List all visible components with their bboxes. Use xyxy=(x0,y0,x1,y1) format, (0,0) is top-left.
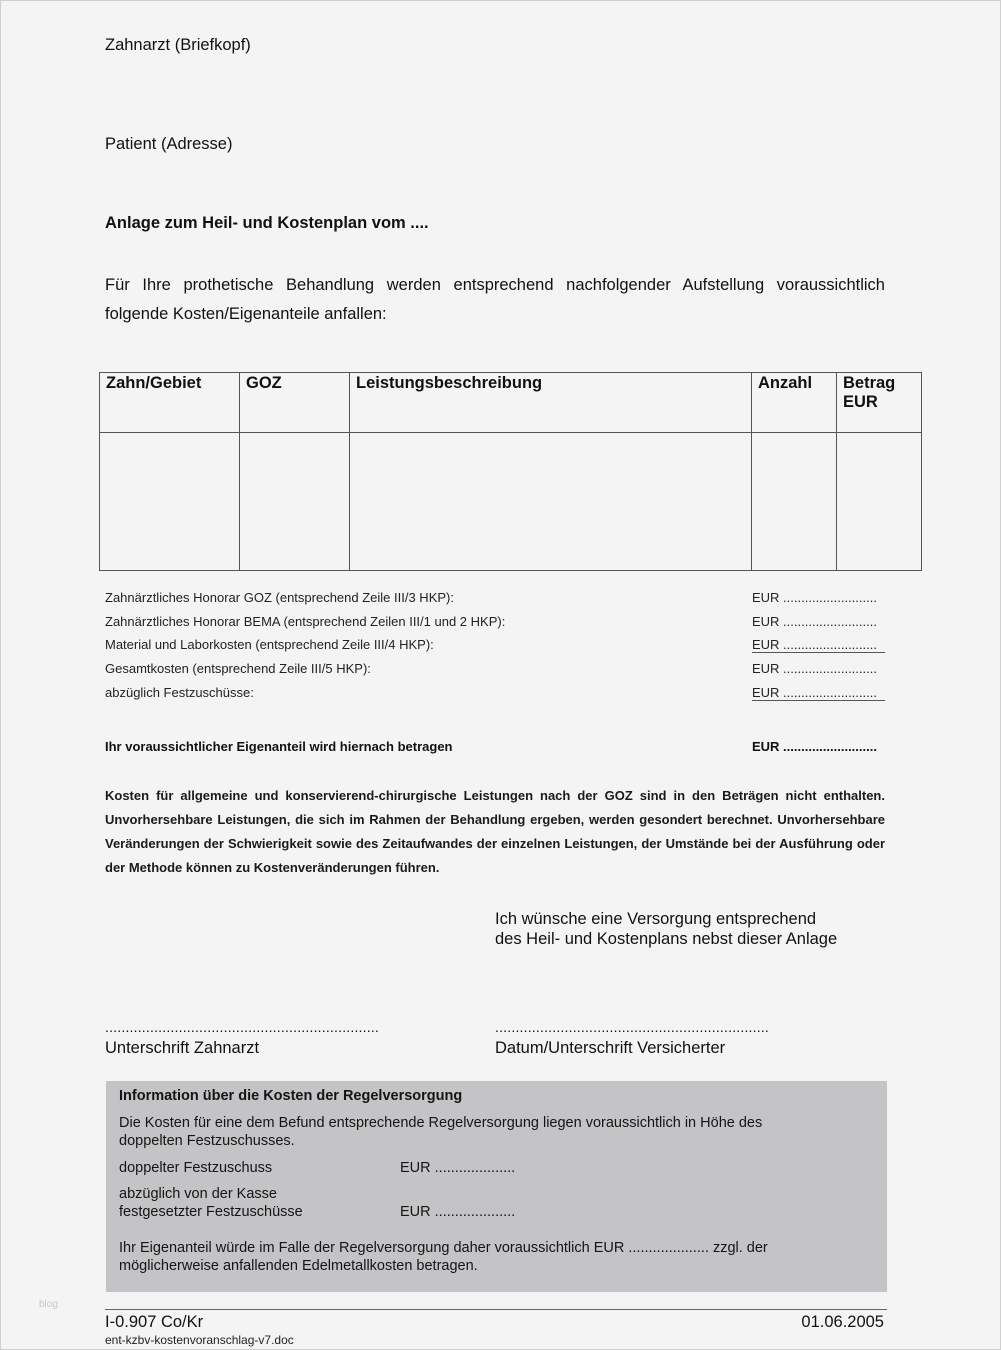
patient-address-label: Patient (Adresse) xyxy=(105,135,233,153)
dentist-letterhead-label: Zahnarzt (Briefkopf) xyxy=(105,36,251,54)
cost-value-field[interactable]: EUR .......................... xyxy=(752,590,877,605)
info-own-share-line-2: möglicherweise anfallenden Edelmetallkosten betragen. xyxy=(119,1258,478,1274)
col-header-quantity: Anzahl xyxy=(752,373,837,433)
col-header-amount-text: Betrag EUR xyxy=(843,374,896,411)
cost-value-field[interactable]: EUR .......................... xyxy=(752,661,877,676)
cell-amount[interactable] xyxy=(837,433,922,571)
cost-row-material-lab xyxy=(105,637,885,657)
own-share-label: Ihr voraussichtlicher Eigenanteil wird hiernach betragen xyxy=(105,739,453,754)
intro-paragraph: Für Ihre prothetische Behandlung werden entsprechend nachfolgender Aufstellung voraussichtlich folgende Kosten/Eigenanteile anfallen: xyxy=(105,276,885,323)
cost-label: Zahnärztliches Honorar GOZ (entsprechend Zeile III/3 HKP): xyxy=(105,590,454,605)
consent-line-2: des Heil- und Kostenplans nebst dieser Anlage xyxy=(495,930,838,948)
cost-value-field[interactable]: EUR .......................... xyxy=(752,614,877,629)
cell-description[interactable] xyxy=(350,433,752,571)
info-own-share-line-1: Ihr Eigenanteil würde im Falle der Regelversorgung daher voraussichtlich EUR .................... zzgl. der xyxy=(119,1240,768,1256)
services-table xyxy=(99,372,922,571)
cell-goz[interactable] xyxy=(240,433,350,571)
disclaimer-paragraph: Kosten für allgemeine und konservierend-chirurgische Leistungen nach der GOZ sind in den Beträgen nicht enthalten. Unvorhersehbare Leistungen, die sich im Rahmen der Behandlung ergeben, werden gesondert berechnet. Unvorhersehbare Veränderungen der Schwierigkeit sowie des Zeitaufwandes der einzelnen Leistungen, der Umstände bei der Ausführung oder der Methode können zu Kostenveränderungen führen. xyxy=(105,788,885,875)
cost-row-own-share xyxy=(105,739,885,759)
col-header-amount xyxy=(837,373,922,433)
document-title: Anlage zum Heil- und Kostenplan vom .... xyxy=(105,214,429,232)
deduction-value-field[interactable]: EUR .................... xyxy=(400,1204,516,1220)
cost-label: Gesamtkosten (entsprechend Zeile III/5 HKP): xyxy=(105,661,371,676)
cell-tooth-area[interactable] xyxy=(100,433,240,571)
info-box-title: Information über die Kosten der Regelversorgung xyxy=(119,1088,463,1104)
double-subsidy-label: doppelter Festzuschuss xyxy=(119,1160,273,1176)
insured-signature-label: Datum/Unterschrift Versicherter xyxy=(495,1039,726,1057)
table-header-row xyxy=(100,373,922,433)
info-box-text-line-2: doppelten Festzuschusses. xyxy=(119,1133,295,1149)
consent-line-1: Ich wünsche eine Versorgung entsprechend xyxy=(495,910,817,928)
standard-care-info-box xyxy=(106,1081,887,1292)
dentist-signature-line[interactable]: ................................................................... xyxy=(105,1019,380,1035)
form-date: 01.06.2005 xyxy=(801,1313,884,1331)
cost-row-subsidy-deduction xyxy=(105,685,885,705)
cost-value-field[interactable]: EUR .......................... xyxy=(752,637,885,653)
col-header-goz: GOZ xyxy=(240,373,350,433)
cost-label: abzüglich Festzuschüsse: xyxy=(105,685,254,700)
deduction-label-line-2: festgesetzter Festzuschüsse xyxy=(119,1204,303,1220)
footer-divider xyxy=(105,1309,887,1310)
deduction-label-line-1: abzüglich von der Kasse xyxy=(119,1186,277,1202)
cell-quantity[interactable] xyxy=(752,433,837,571)
form-code: I-0.907 Co/Kr xyxy=(105,1313,204,1331)
dentist-signature-label: Unterschrift Zahnarzt xyxy=(105,1039,260,1057)
cost-label: Material und Laborkosten (entsprechend Zeile III/4 HKP): xyxy=(105,637,434,652)
cost-label: Zahnärztliches Honorar BEMA (entsprechend Zeilen III/1 und 2 HKP): xyxy=(105,614,506,629)
document-filename: ent-kzbv-kostenvoranschlag-v7.doc xyxy=(105,1333,294,1347)
table-row xyxy=(100,433,922,571)
col-header-description: Leistungsbeschreibung xyxy=(350,373,752,433)
insured-signature-line[interactable]: ................................................................... xyxy=(495,1019,770,1035)
double-subsidy-value-field[interactable]: EUR .................... xyxy=(400,1160,516,1176)
cost-value-field[interactable]: EUR .......................... xyxy=(752,685,885,701)
own-share-value-field[interactable]: EUR .......................... xyxy=(752,739,877,754)
info-box-text-line-1: Die Kosten für eine dem Befund entsprechende Regelversorgung liegen voraussichtlich in Höhe des xyxy=(119,1115,763,1131)
col-header-tooth-area: Zahn/Gebiet xyxy=(100,373,240,433)
cost-row-bema xyxy=(105,614,885,634)
cost-row-total xyxy=(105,661,885,681)
watermark-text: blog xyxy=(39,1299,58,1310)
cost-row-goz xyxy=(105,590,885,610)
